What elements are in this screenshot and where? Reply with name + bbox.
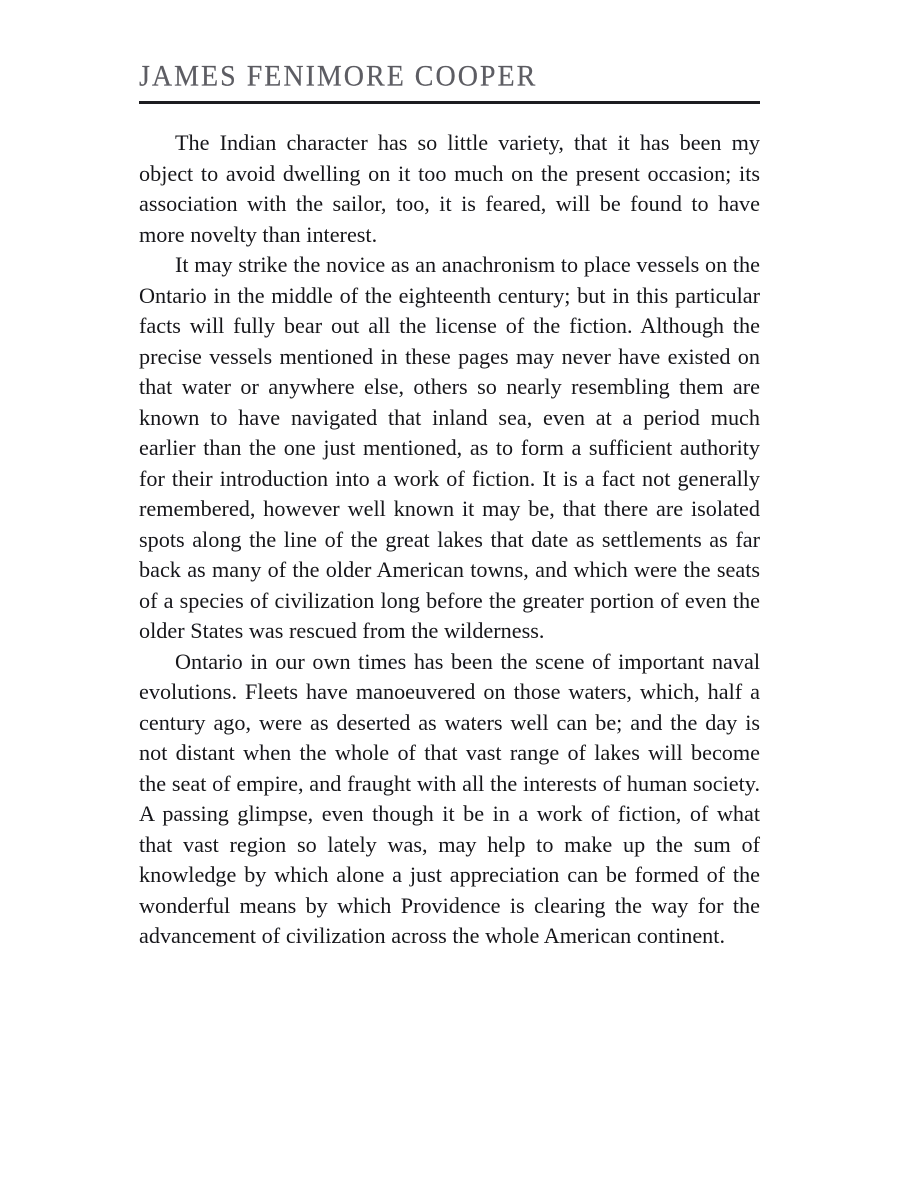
running-head-title: JAMES FENIMORE COOPER [139, 60, 538, 93]
running-head [139, 61, 760, 95]
body-text-block [139, 128, 760, 952]
body-paragraph-2: It may strike the novice as an anachronism to place vessels on the Ontario in the middle of the eighteenth century; but in this particular facts will fully bear out all the license of the fiction. Although the precise vessels mentioned in these pages may never have existed on that water or anywhere else, others so nearly resembling them are known to have navigated that inland sea, even at a period much earlier than the one just mentioned, as to form a sufficient authority for their introduction into a work of fiction. It is a fact not generally remembered, however well known it may be, that there are isolated spots along the line of the great lakes that date as settlements as far back as many of the older American towns, and which were the seats of a species of civilization long before the greater portion of even the older States was rescued from the wilderness. [139, 252, 760, 643]
body-paragraph-3: Ontario in our own times has been the scene of important naval evolutions. Fleets have manoeuvered on those waters, which, half a century ago, were as deserted as waters well can be; and the day is not distant when the whole of that vast range of lakes will become the seat of empire, and fraught with all the interests of human society. A passing glimpse, even though it be in a work of fiction, of what that vast region so lately was, may help to make up the sum of knowledge by which alone a just appreciation can be formed of the wonderful means by which Providence is clearing the way for the advancement of civilization across the whole American continent. [139, 648, 760, 948]
body-paragraph-1: The Indian character has so little variety, that it has been my object to avoid dwelling on it too much on the present occasion; its association with the sailor, too, it is feared, will be found to have more novelty than interest. [139, 130, 760, 247]
header-divider-rule [139, 101, 760, 104]
